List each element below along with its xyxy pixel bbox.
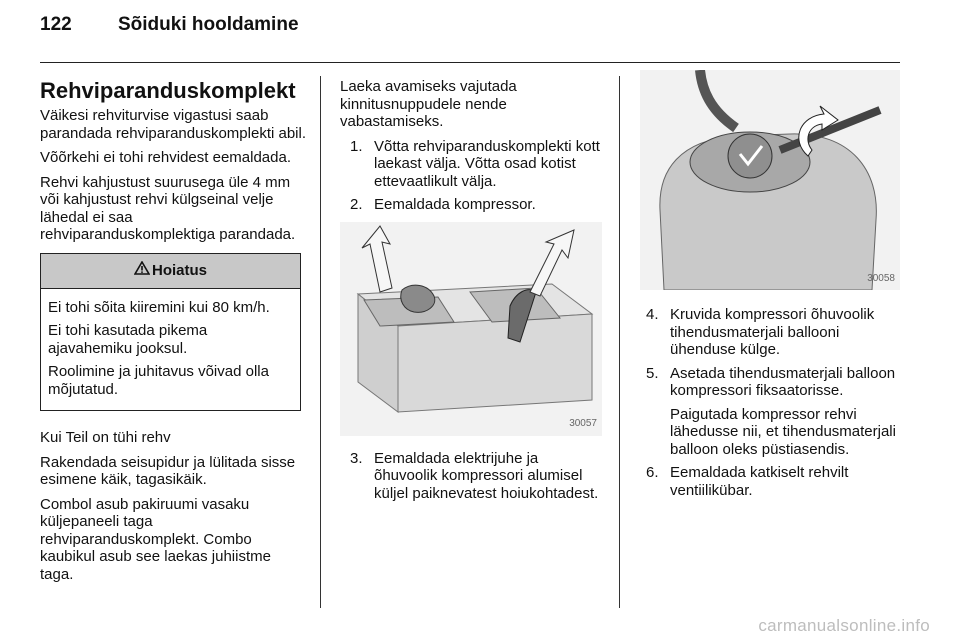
column-divider-1: [320, 76, 321, 608]
paragraph: Kui Teil on tühi rehv: [40, 429, 171, 446]
section-title: Rehviparanduskomplekt: [40, 78, 296, 103]
paragraph: Rakendada seisupidur ja lülitada sisse esimene käik, tagasikäik.: [40, 453, 296, 488]
list-item: [350, 196, 605, 214]
figure-kit-box: [340, 222, 602, 436]
steps-list: [340, 450, 605, 503]
warning-line: Ei tohi kasutada pikema ajavahemiku jooksul.: [48, 322, 208, 357]
column-divider-2: [619, 76, 620, 608]
step-number: 2.: [350, 196, 363, 213]
page-number: 122: [40, 14, 72, 35]
kit-box-illustration: [340, 222, 602, 436]
step-text: Eemaldada kompressor.: [374, 196, 536, 213]
step-text: Eemaldada elektrijuhe ja õhuvoolik kompressori alumisel küljel paiknevatest hoiukohtadest.: [374, 449, 599, 502]
column-2: [340, 78, 605, 508]
column-1: [40, 78, 306, 590]
intro-paragraph: Laeka avamiseks vajutada kinnitusnuppudele nende vabastamiseks.: [340, 78, 517, 130]
warning-body: [41, 289, 300, 411]
steps-list: [340, 138, 605, 214]
warning-line: Ei tohi sõita kiiremini kui 80 km/h.: [48, 298, 270, 316]
step-text: Kruvida kompressori õhuvoolik tihendusmaterjali ballooni ühenduse külge.: [670, 306, 875, 358]
step-number: [646, 406, 670, 459]
step-text: Paigutada kompressor rehvi lähedusse nii, et tihendusmaterjali balloon oleks püstiasendis.: [670, 405, 896, 458]
list-item: [646, 306, 902, 359]
step-number: 1.: [350, 137, 363, 155]
step-text: Asetada tihendusmaterjali balloon kompressori fiksaatorisse.: [670, 364, 896, 399]
step-text: Võtta rehviparanduskomplekti kott laekast välja. Võtta osad kotist ettevaatlikult välja.: [374, 137, 600, 190]
warning-triangle-icon: [134, 261, 150, 280]
page-header: [40, 14, 299, 48]
step-number: 5.: [646, 364, 659, 382]
warning-line: Roolimine ja juhitavus võivad olla mõjutatud.: [48, 363, 269, 398]
figure-id: 30057: [569, 418, 597, 429]
column-3: [640, 70, 902, 505]
warning-title: Hoiatus: [151, 261, 207, 279]
figure-sealant-bottle: [640, 70, 900, 290]
list-item: [350, 450, 605, 503]
list-item: [646, 406, 902, 459]
step-number: 3.: [350, 449, 363, 467]
step-number: 6.: [646, 464, 659, 481]
page-title: Sõiduki hooldamine: [118, 14, 299, 35]
paragraph: Väikesi rehviturvise vigastusi saab parandada rehviparanduskomplekti abil.: [40, 107, 307, 142]
paragraph: Rehvi kahjustust suurusega üle 4 mm või kahjustust rehvi külgseinal velje lähedal ei saa rehviparanduskomplektiga parandada.: [40, 173, 296, 243]
list-item: [646, 464, 902, 499]
sealant-bottle-illustration: [640, 70, 900, 290]
list-item: [350, 138, 605, 191]
figure-id: 30058: [867, 272, 895, 284]
watermark: carmanualsonline.info: [758, 616, 930, 635]
warning-header: [41, 254, 300, 289]
list-item: [646, 365, 902, 400]
step-number: 4.: [646, 306, 659, 323]
paragraph: Võõrkehi ei tohi rehvidest eemaldada.: [40, 149, 291, 166]
warning-box: [40, 253, 301, 412]
paragraph: Combol asub pakiruumi vasaku küljepaneeli taga rehviparanduskomplekt. Combo kaubikul asub see laekas juhiistme taga.: [40, 495, 271, 583]
steps-list: [640, 306, 902, 499]
header-rule: [40, 62, 900, 63]
step-text: Eemaldada katkiselt rehvilt ventiilikübar.: [670, 464, 849, 499]
